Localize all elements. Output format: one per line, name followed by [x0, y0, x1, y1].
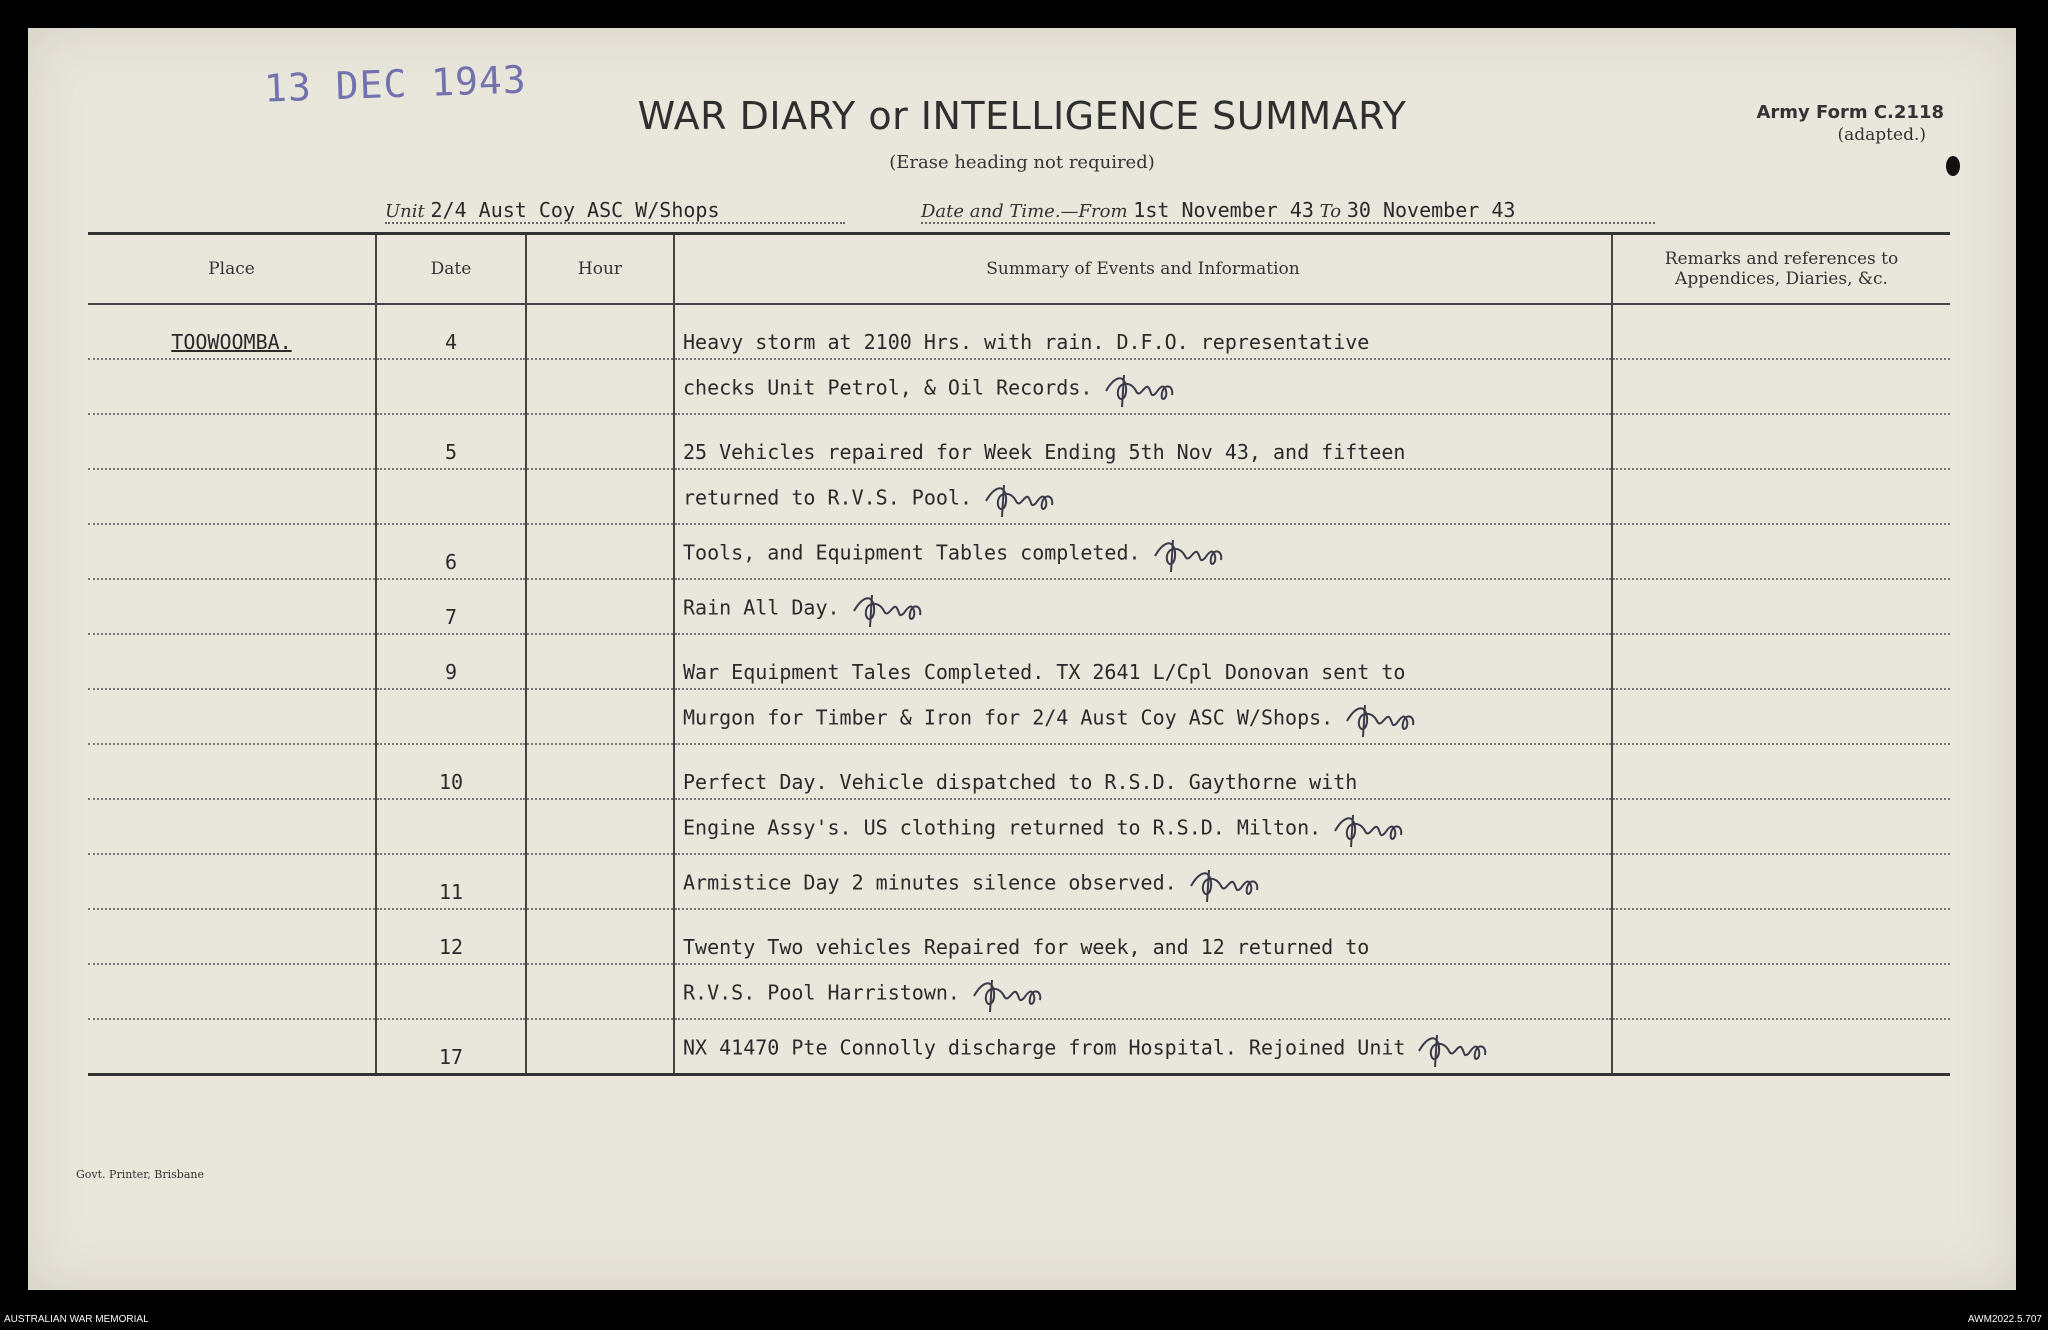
summary-cell [674, 359, 1612, 414]
table-row [88, 524, 1950, 579]
summary-text: R.V.S. Pool Harristown. [683, 980, 960, 1005]
summary-text: Tools, and Equipment Tables completed. [683, 540, 1141, 565]
unit-field [385, 198, 845, 224]
summary-cell [674, 579, 1612, 634]
header-hour: Hour [526, 234, 674, 305]
table-row [88, 414, 1950, 469]
remarks-cell [1612, 304, 1950, 359]
hour-cell [526, 744, 674, 799]
summary-text: Perfect Day. Vehicle dispatched to R.S.D. Gaythorne with [683, 770, 1358, 794]
hour-cell [526, 854, 674, 909]
table-row [88, 909, 1950, 964]
date-cell: 5 [376, 414, 526, 469]
summary-cell [674, 304, 1612, 359]
date-cell: 17 [376, 1019, 526, 1075]
date-to-label: To [1319, 201, 1342, 222]
signature-initials-icon [1149, 534, 1227, 574]
remarks-cell [1612, 524, 1950, 579]
summary-cell [674, 414, 1612, 469]
table-row [88, 469, 1950, 524]
remarks-cell [1612, 1019, 1950, 1075]
summary-text: NX 41470 Pte Connolly discharge from Hospital. Rejoined Unit [683, 1035, 1406, 1060]
hour-cell [526, 689, 674, 744]
place-text: TOOWOOMBA. [171, 330, 292, 354]
date-cell: 7 [376, 579, 526, 634]
place-cell [88, 744, 376, 799]
table-row [88, 964, 1950, 1019]
table-row [88, 799, 1950, 854]
signature-initials-icon [1329, 809, 1407, 849]
place-cell [88, 964, 376, 1019]
footer-institution: AUSTRALIAN WAR MEMORIAL [4, 1314, 149, 1325]
hour-cell [526, 909, 674, 964]
army-form-number: Army Form C.2118 [1756, 102, 1944, 123]
summary-cell [674, 799, 1612, 854]
hour-cell [526, 469, 674, 524]
summary-cell [674, 524, 1612, 579]
place-cell [88, 524, 376, 579]
date-time-label: Date and Time.—From [921, 201, 1128, 222]
date-cell: 6 [376, 524, 526, 579]
date-cell [376, 689, 526, 744]
summary-text: returned to R.V.S. Pool. [683, 485, 972, 510]
remarks-cell [1612, 854, 1950, 909]
summary-cell [674, 634, 1612, 689]
place-cell [88, 469, 376, 524]
summary-text: War Equipment Tales Completed. TX 2641 L/Cpl Donovan sent to [683, 660, 1406, 684]
date-stamp: 13 DEC 1943 [263, 57, 528, 111]
hour-cell [526, 414, 674, 469]
table-row [88, 744, 1950, 799]
signature-initials-icon [1413, 1029, 1491, 1069]
hour-cell [526, 579, 674, 634]
date-time-field [921, 198, 1655, 224]
ink-blot [1946, 156, 1960, 176]
summary-cell [674, 854, 1612, 909]
place-cell [88, 799, 376, 854]
summary-cell [674, 689, 1612, 744]
hour-cell [526, 634, 674, 689]
table-row [88, 854, 1950, 909]
table-row [88, 304, 1950, 359]
signature-initials-icon [980, 479, 1058, 519]
hour-cell [526, 359, 674, 414]
place-cell [88, 359, 376, 414]
hour-cell [526, 524, 674, 579]
date-cell: 9 [376, 634, 526, 689]
summary-text: checks Unit Petrol, & Oil Records. [683, 375, 1093, 400]
diary-rows [88, 304, 1950, 1075]
summary-text: Murgon for Timber & Iron for 2/4 Aust Coy ASC W/Shops. [683, 705, 1334, 730]
table-row [88, 1019, 1950, 1075]
summary-text: 25 Vehicles repaired for Week Ending 5th Nov 43, and fifteen [683, 440, 1406, 464]
page-subtitle: (Erase heading not required) [889, 152, 1155, 173]
table-row [88, 689, 1950, 744]
summary-text: Engine Assy's. US clothing returned to R.S.D. Milton. [683, 815, 1322, 840]
summary-text: Armistice Day 2 minutes silence observed. [683, 870, 1177, 895]
header-date: Date [376, 234, 526, 305]
place-cell [88, 909, 376, 964]
remarks-cell [1612, 634, 1950, 689]
summary-text: Twenty Two vehicles Repaired for week, and 12 returned to [683, 935, 1370, 959]
unit-label: Unit [385, 201, 425, 222]
remarks-cell [1612, 359, 1950, 414]
date-cell: 10 [376, 744, 526, 799]
signature-initials-icon [1100, 369, 1178, 409]
printer-imprint: Govt. Printer, Brisbane [76, 1168, 204, 1181]
date-cell [376, 359, 526, 414]
remarks-cell [1612, 909, 1950, 964]
army-form-adapted: (adapted.) [1837, 125, 1926, 145]
table-row [88, 579, 1950, 634]
signature-initials-icon [1341, 699, 1419, 739]
header-place: Place [88, 234, 376, 305]
date-cell [376, 964, 526, 1019]
diary-table [88, 232, 1950, 1076]
summary-cell [674, 964, 1612, 1019]
table-row [88, 359, 1950, 414]
date-to-value: 30 November 43 [1346, 198, 1516, 222]
hour-cell [526, 304, 674, 359]
place-cell [88, 689, 376, 744]
signature-initials-icon [968, 974, 1046, 1014]
remarks-cell [1612, 689, 1950, 744]
hour-cell [526, 799, 674, 854]
page-title: WAR DIARY or INTELLIGENCE SUMMARY [637, 94, 1407, 138]
date-cell: 11 [376, 854, 526, 909]
summary-cell [674, 744, 1612, 799]
signature-initials-icon [848, 589, 926, 629]
place-cell [88, 1019, 376, 1075]
table-header-row [88, 234, 1950, 305]
header-summary: Summary of Events and Information [674, 234, 1612, 305]
signature-initials-icon [1185, 864, 1263, 904]
summary-text: Rain All Day. [683, 595, 840, 620]
remarks-cell [1612, 414, 1950, 469]
remarks-cell [1612, 744, 1950, 799]
summary-cell [674, 469, 1612, 524]
header-remarks: Remarks and references to Appendices, Diaries, &c. [1612, 234, 1950, 305]
place-cell [88, 304, 376, 359]
summary-cell [674, 1019, 1612, 1075]
place-cell [88, 579, 376, 634]
remarks-cell [1612, 964, 1950, 1019]
date-cell [376, 469, 526, 524]
summary-text: Heavy storm at 2100 Hrs. with rain. D.F.O. representative [683, 330, 1370, 354]
summary-cell [674, 909, 1612, 964]
date-cell [376, 799, 526, 854]
place-cell [88, 414, 376, 469]
table-row [88, 634, 1950, 689]
date-cell: 4 [376, 304, 526, 359]
place-cell [88, 634, 376, 689]
hour-cell [526, 964, 674, 1019]
footer-accession: AWM2022.5.707 [1967, 1314, 2042, 1325]
remarks-cell [1612, 579, 1950, 634]
remarks-cell [1612, 469, 1950, 524]
date-cell: 12 [376, 909, 526, 964]
army-form-label [1756, 102, 1944, 145]
diary-page [28, 28, 2016, 1290]
remarks-cell [1612, 799, 1950, 854]
date-from-value: 1st November 43 [1133, 198, 1314, 222]
place-cell [88, 854, 376, 909]
hour-cell [526, 1019, 674, 1075]
unit-value: 2/4 Aust Coy ASC W/Shops [430, 198, 720, 222]
